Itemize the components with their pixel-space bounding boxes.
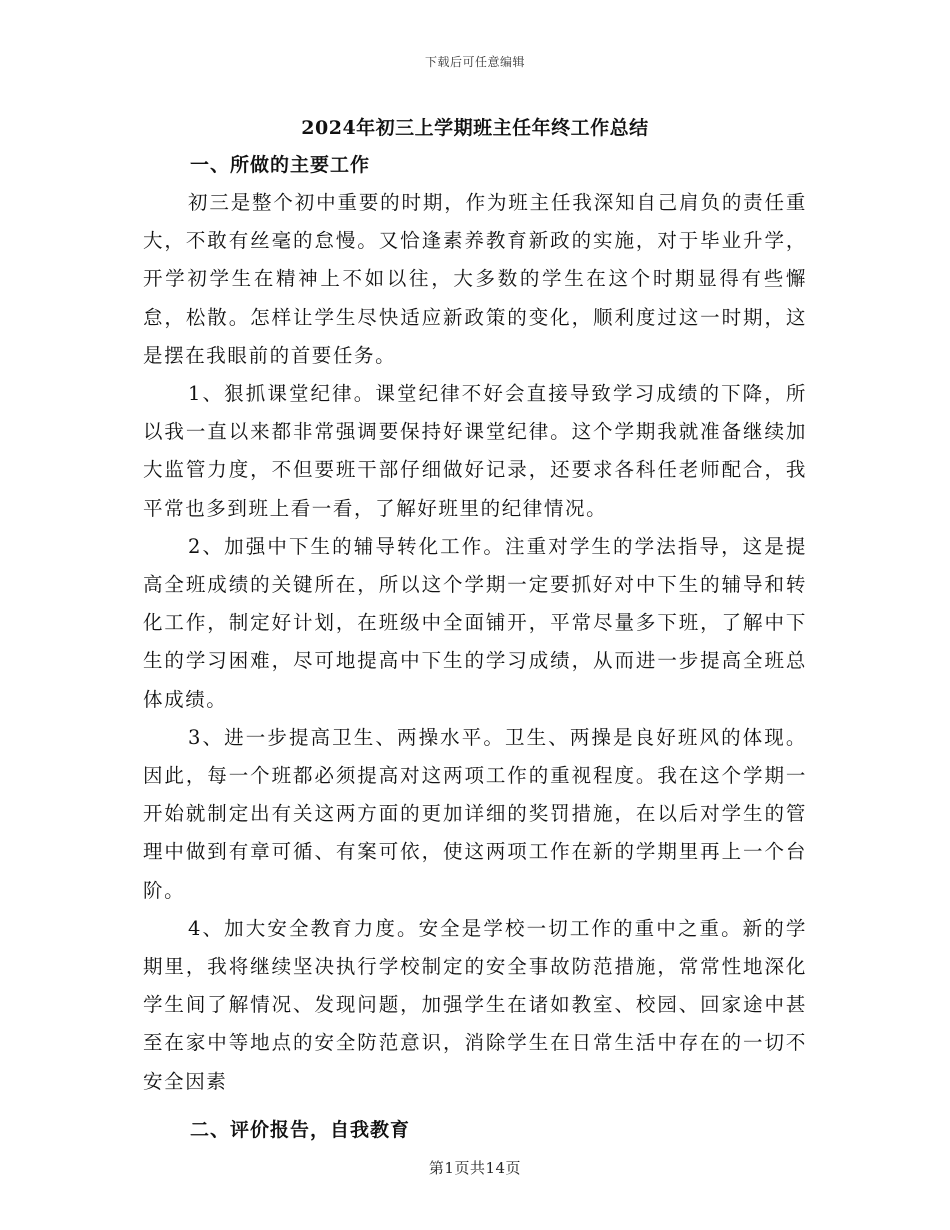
section-heading-1: 一、所做的主要工作 <box>190 154 371 176</box>
header-note: 下载后可任意编辑 <box>424 55 525 69</box>
paragraph-safety: 4、加大安全教育力度。安全是学校一切工作的重中之重。新的学期里，我将继续坚决执行学校制定的安全事故防范措施，常常性地深化学生间了解情况、发现问题，加强学生在诸如教室、校园、回家途中甚至在家中等地点的安全防范意识，消除学生在日常生活中存在的一切不安全因素 <box>143 916 807 1093</box>
section-heading-2: 二、评价报告，自我教育 <box>190 1118 411 1141</box>
paragraph-tutoring: 2、加强中下生的辅导转化工作。注重对学生的学法指导，这是提高全班成绩的关键所在，所以这个学期一定要抓好对中下生的辅导和转化工作，制定好计划，在班级中全面铺开，平常尽量多下班，了解中下生的学习困难，尽可地提高中下生的学习成绩，从而进一步提高全班总体成绩。 <box>143 534 807 711</box>
document-body <box>143 110 807 1149</box>
paragraph-intro: 初三是整个初中重要的时期，作为班主任我深知自己肩负的责任重大，不敢有丝毫的怠慢。又恰逢素养教育新政的实施，对于毕业升学，开学初学生在精神上不如以往，大多数的学生在这个时期显得有些懈怠，松散。怎样让学生尽快适应新政策的变化，顺利度过这一时期，这是摆在我眼前的首要任务。 <box>143 191 807 367</box>
paragraph-classroom-discipline: 1、狠抓课堂纪律。课堂纪律不好会直接导致学习成绩的下降，所以我一直以来都非常强调要保持好课堂纪律。这个学期我就准备继续加大监管力度，不但要班干部仔细做好记录，还要求各科任老师配合，我平常也多到班上看一看，了解好班里的纪律情况。 <box>143 382 807 520</box>
paragraph-hygiene: 3、进一步提高卫生、两操水平。卫生、两操是良好班风的体现。因此，每一个班都必须提高对这两项工作的重视程度。我在这个学期一开始就制定出有关这两方面的更加详细的奖罚措施，在以后对学生的管理中做到有章可循、有案可依，使这两项工作在新的学期里再上一个台阶。 <box>143 725 807 902</box>
document-title: 2024年初三上学期班主任年终工作总结 <box>301 117 649 139</box>
page-footer: 第1页共14页 <box>428 1159 522 1177</box>
